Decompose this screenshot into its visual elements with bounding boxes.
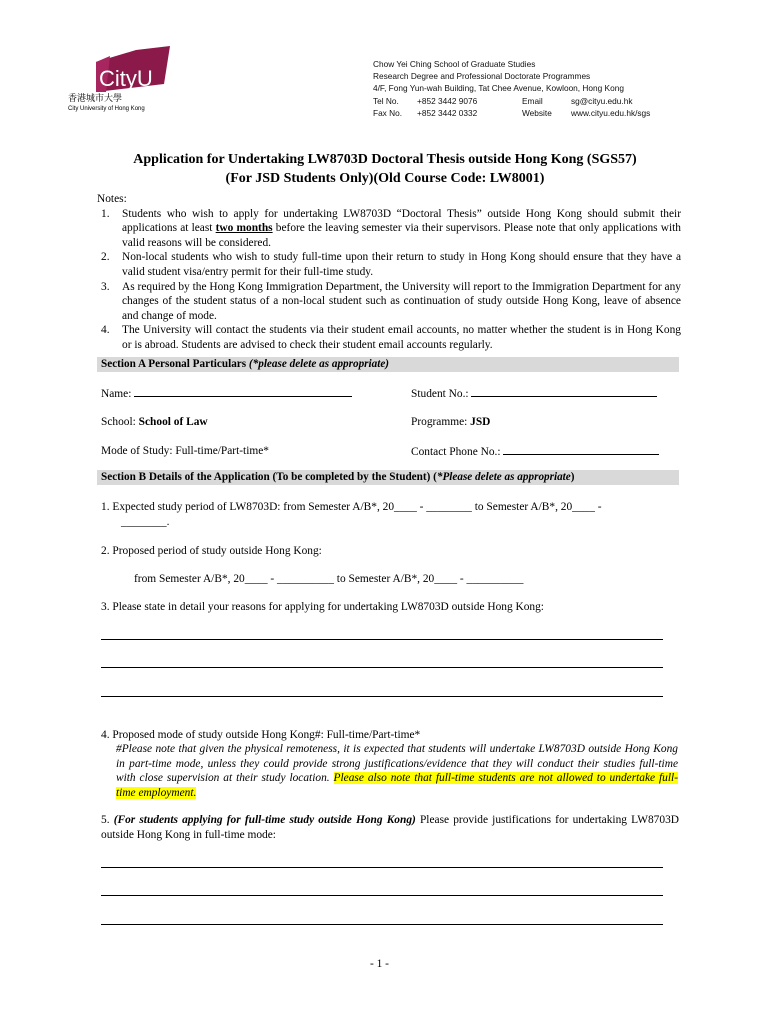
web-label: Website [522,107,552,118]
page-number: - 1 - [370,958,389,970]
email-value[interactable]: sg@cityu.edu.hk [571,95,633,106]
tel-row [373,95,650,107]
logo-english-name: City University of Hong Kong [68,106,145,112]
note-item [101,207,681,251]
note-text: As required by the Hong Kong Immigration Department, the University will report to the Immigration Department for any changes of the student status of a non-local student such as continuation of study outside Hong Kong, leave of absence and change of mode. [122,280,681,322]
fax-value: +852 3442 0332 [417,107,478,118]
question-4-note [116,742,678,800]
note-text: The University will contact the students via their student email accounts, no matter whether the student is in Hong Kong or is abroad. Students are advised to check their student email accounts regularly. [122,324,681,351]
web-value[interactable]: www.cityu.edu.hk/sgs [571,107,651,118]
question-1[interactable] [101,500,679,529]
note-text: Non-local students who wish to study full-time upon their return to study in Hong Kong should ensure that they have a valid student visa/entry permit for their full-time study. [122,251,681,278]
fax-row [373,107,650,119]
student-no-label: Student No.: [411,388,472,400]
section-a-note: (*please delete as appropriate) [248,358,390,370]
programme-field [411,415,490,429]
school-label: School: [101,416,139,428]
question-5-number: 5. [101,814,114,826]
contact-phone-label: Contact Phone No.: [411,446,504,458]
answer-line[interactable] [101,639,663,640]
contact-header [373,58,650,119]
answer-line[interactable] [101,895,663,896]
question-5-text: Please provide justifications for undertaking LW8703D outside Hong Kong in full-time mode: [101,814,679,841]
question-1-line-2: ________. [121,515,170,528]
notes-heading: Notes: [97,193,127,205]
logo-wordmark: CityU [99,66,153,91]
question-4[interactable]: 4. Proposed mode of study outside Hong Kong#: Full-time/Part-time* [101,729,421,741]
note-number: 4. [101,324,110,337]
notes [97,192,681,353]
note-item [101,280,681,324]
name-input-line[interactable] [134,386,352,397]
note-number: 1. [101,207,110,220]
cityu-logo [66,46,176,118]
form-title [60,150,710,188]
answer-line[interactable] [101,667,663,668]
question-4-note-text: #Please note that given the physical remoteness, it is expected that students will undertake LW8703D outside Hong Kong in part-time mode, unless they could provide strong justifications/evidence that they will conduct their studies full-time with close supervision at their study location. [116,743,678,785]
contact-phone-input-line[interactable] [503,444,659,455]
note-text: before the leaving semester via their supervisors. Please note that only applications with valid reasons will be considered. [122,222,681,249]
mode-of-study-field[interactable]: Mode of Study: Full-time/Part-time* [101,445,270,457]
section-a-header [97,357,679,372]
question-5-emphasis: (For students applying for full-time study outside Hong Kong) [113,814,416,826]
tel-label: Tel No. [373,95,399,106]
programme-label: Programme: [411,416,471,428]
section-b-label: Section B Details of the Application (To be completed by the Student) ( [101,471,437,483]
fax-label: Fax No. [373,107,403,118]
contact-phone-field[interactable] [411,444,659,459]
name-field[interactable] [101,386,352,401]
note-number: 2. [101,251,110,264]
student-no-input-line[interactable] [471,386,657,397]
question-5 [101,813,679,842]
address-line: 4/F, Fong Yun-wah Building, Tat Chee Avenue, Kowloon, Hong Kong [373,83,624,94]
section-a-label: Section A Personal Particulars [101,358,249,370]
name-label: Name: [101,388,135,400]
note-emphasis: two months [215,222,273,235]
note-item [101,250,681,279]
section-b-note: *Please delete as appropriate [436,471,571,483]
note-item [101,323,681,352]
question-2-period[interactable]: from Semester A/B*, 20____ - __________ to Semester A/B*, 20____ - __________ [134,573,524,585]
answer-line[interactable] [101,924,663,925]
note-number: 3. [101,280,110,293]
logo-chinese-name: 香港城市大學 [68,94,123,104]
programme-line: Research Degree and Professional Doctorate Programmes [373,71,591,82]
school-field [101,415,208,429]
school-name: Chow Yei Ching School of Graduate Studies [373,59,536,69]
question-3: 3. Please state in detail your reasons for applying for undertaking LW8703D outside Hong Kong: [101,601,544,613]
tel-value: +852 3442 9076 [417,95,478,106]
question-4-highlight: Please also note that full-time students are not allowed to undertake full-time employment. [116,772,678,799]
school-value: School of Law [138,416,208,428]
note-text: Students who wish to apply for undertaking LW8703D “Doctoral Thesis” outside Hong Kong should submit their applications at least [122,207,681,235]
answer-line[interactable] [101,696,663,697]
question-2: 2. Proposed period of study outside Hong Kong: [101,545,322,557]
email-label: Email [522,95,543,106]
student-no-field[interactable] [411,386,657,401]
title-line-1: Application for Undertaking LW8703D Doctoral Thesis outside Hong Kong (SGS57) [133,152,637,167]
title-line-2: (For JSD Students Only)(Old Course Code: LW8001) [225,171,545,186]
programme-value: JSD [470,416,491,428]
answer-line[interactable] [101,867,663,868]
section-b-close: ) [570,471,575,483]
question-1-line-1: 1. Expected study period of LW8703D: from Semester A/B*, 20____ - ________ to Semester A/B*, 20____ - [101,501,602,513]
section-b-header [97,470,679,485]
